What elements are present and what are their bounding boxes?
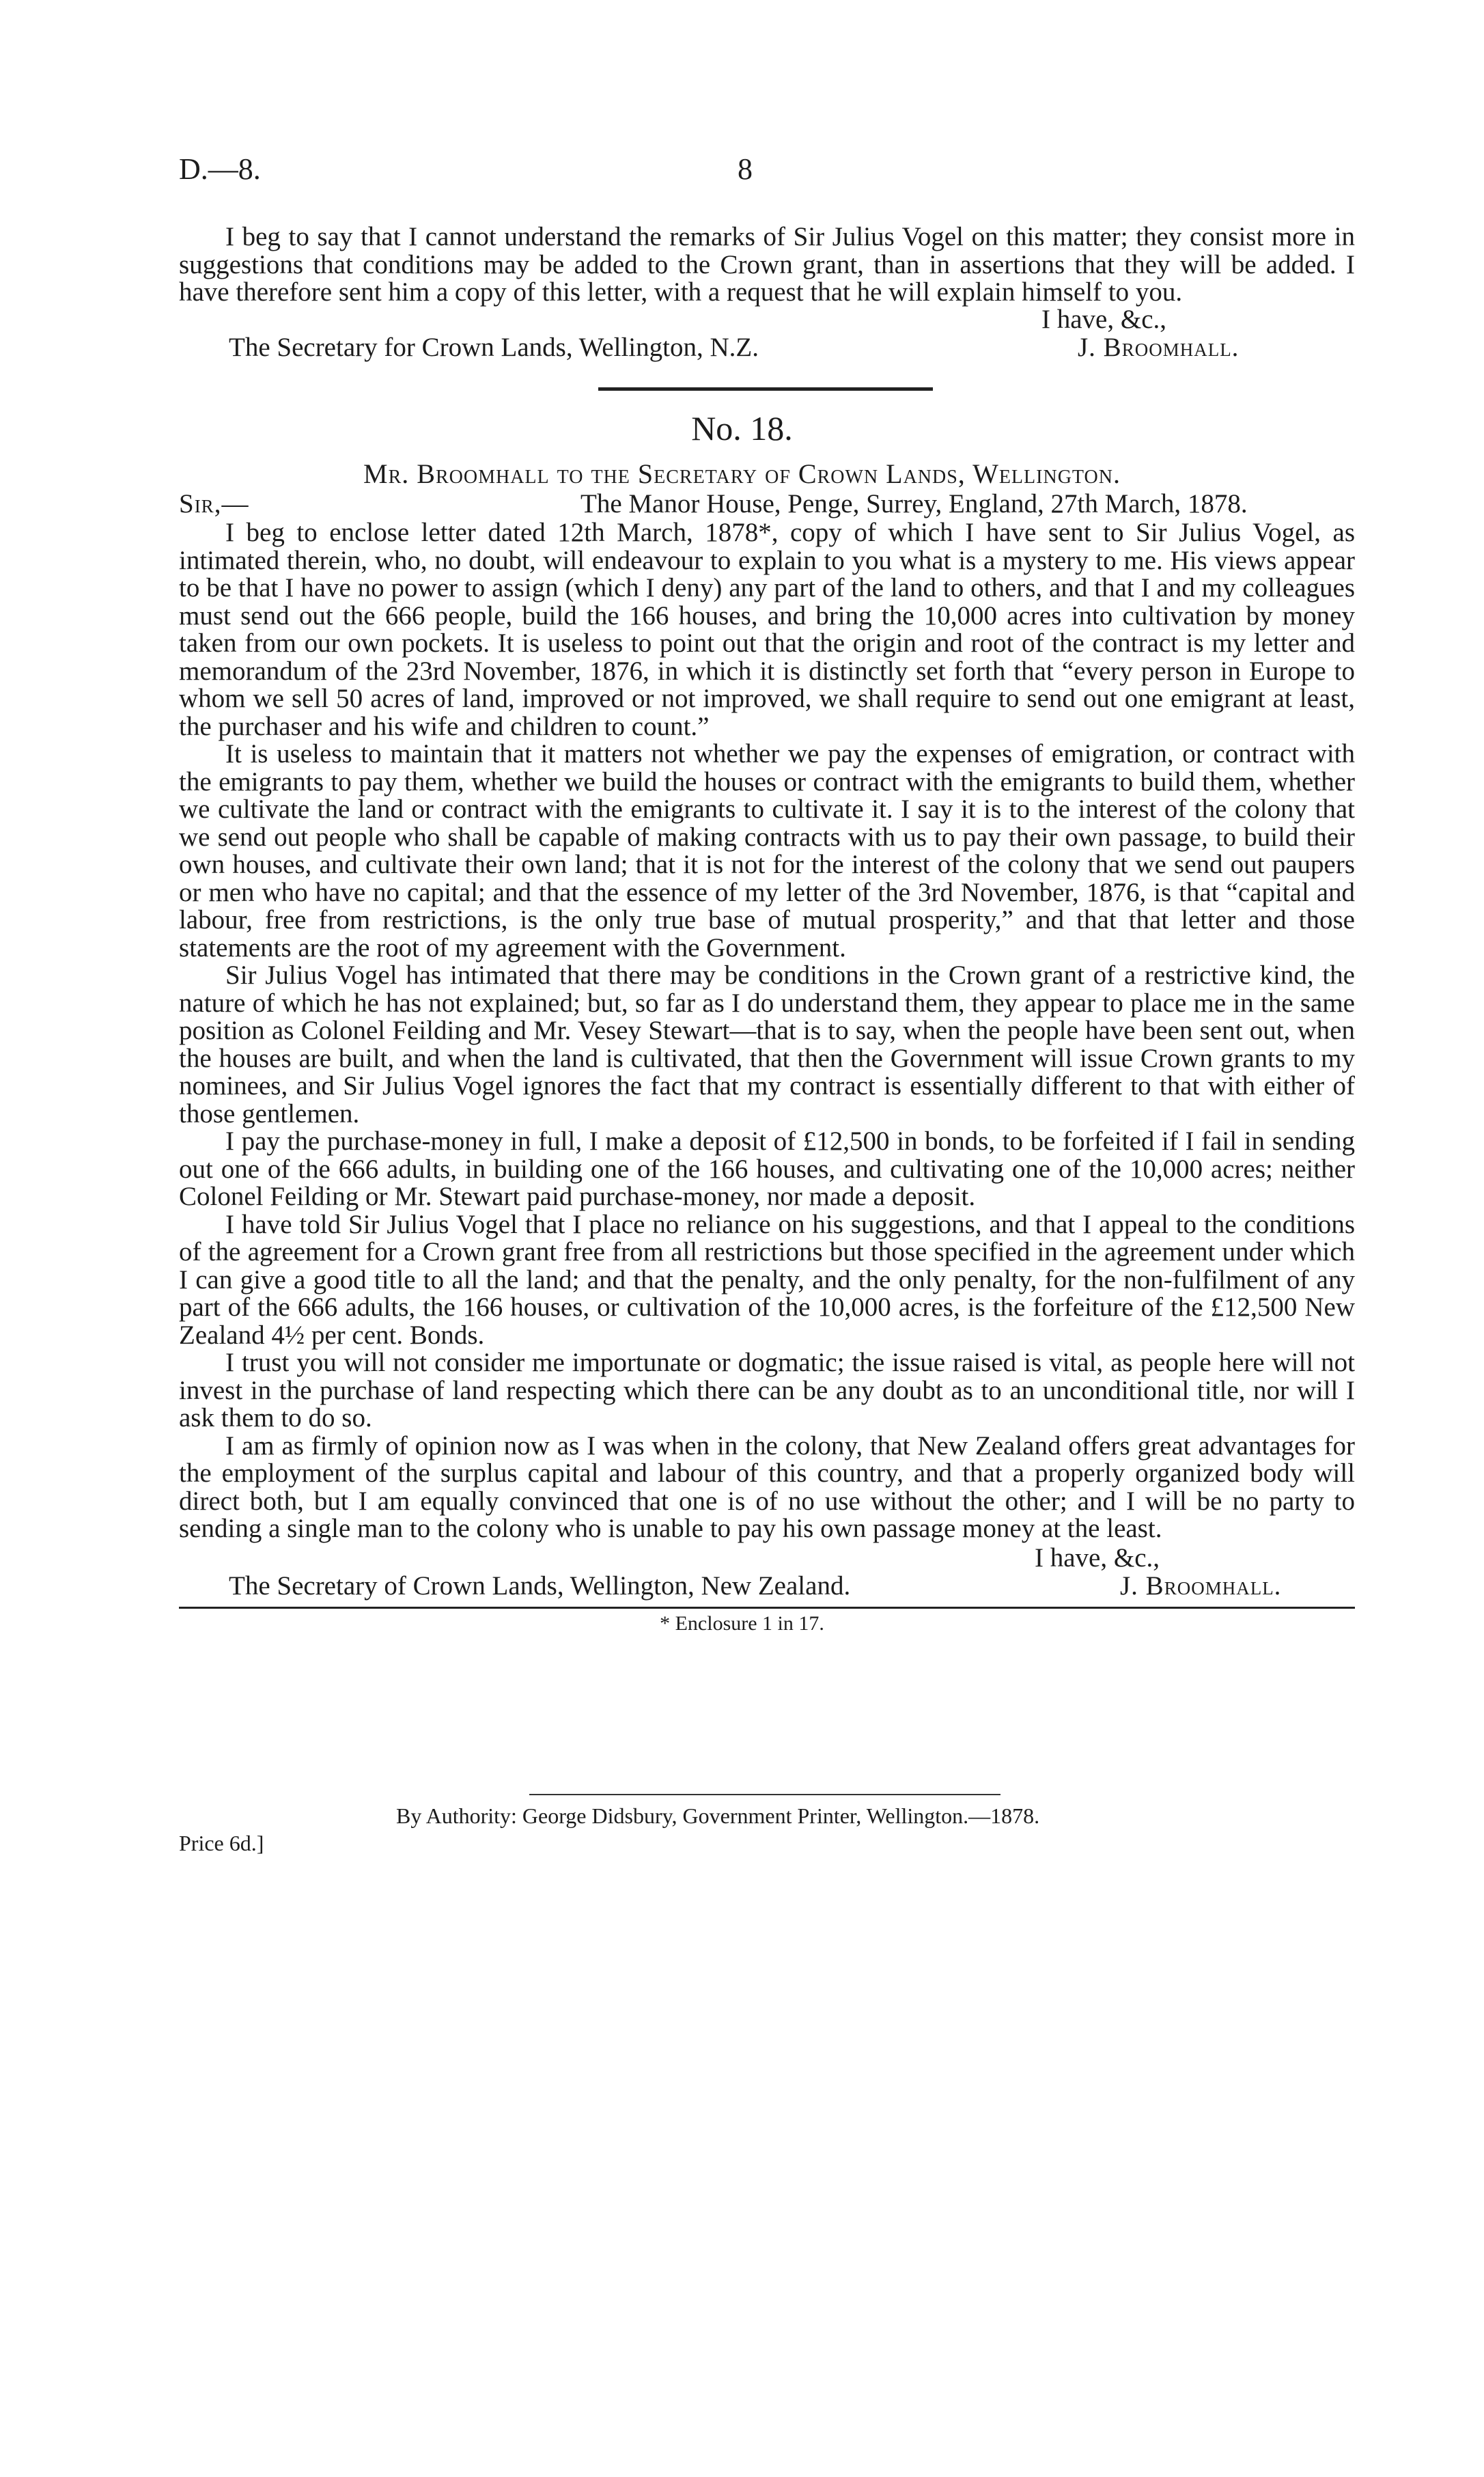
letter-addressee: The Secretary of Crown Lands, Wellington, New Zealand. [229,1571,851,1601]
letter-paragraph: I beg to enclose letter dated 12th March, 1878*, copy of which I have sent to Sir Julius Vogel, as intimated therein, who, no doubt, will endeavour to explain to you what is a mystery to me. His views appear to be that I have no power to assign (which I deny) any part of the land to others, and that I and my colleagues must send out the 666 people, build the 166 houses, and bring the 10,000 acres into cultivation by money taken from our own pockets. It is useless to point out that the origin and root of the contract is my letter and memorandum of the 23rd November, 1876, in which it is distinctly set forth that “every person in Europe to whom we sell 50 acres of land, improved or not improved, we shall require to send out one emigrant at least, the purchaser and his wife and children to count.” [179,518,1355,741]
letter-number: No. 18. [691,409,793,447]
page-number: 8 [738,152,753,186]
imprint-rule [529,1794,1000,1795]
letter-address: The Manor House, Penge, Surrey, England, 27th March, 1878. [580,489,1248,518]
previous-letter-closing: I have, &c., [1041,305,1167,334]
letter-paragraph: It is useless to maintain that it matters not whether we pay the expenses of emigration, or contract with the emigrants to pay them, whether we build the houses or contract with the emigrants to build them, whether we cultivate the land or contract with the emigrants to cultivate it. I say it is to the interest of the colony that we send out people who shall be capable of making contracts with us to pay their own passage, to build their own houses, and cultivate their own land; that it is not for the interest of the colony that we send out paupers or men who have no capital; and that the essence of my letter of the 3rd November, 1876, is that “capital and labour, free from restrictions, is the only true base of mutual prosperity,” and that that letter and those statements are the root of my agreement with the Government. [179,739,1355,963]
letter-closing: I have, &c., [1035,1543,1160,1573]
letter-body [179,519,1355,1543]
previous-letter-paragraph: I beg to say that I cannot understand the remarks of Sir Julius Vogel on this matter; they consist more in suggestions that conditions may be added to the Crown grant, than in assertions that they will be added. I have therefore sent him a copy of this letter, with a request that he will explain himself to you. [179,222,1355,307]
letter-subtitle: Mr. Broomhall to the Secretary of Crown Lands, Wellington. [363,458,1121,489]
letter-paragraph: I have told Sir Julius Vogel that I place no reliance on his suggestions, and that I appeal to the conditions of the agreement for a Crown grant free from all restrictions but those specified in the agreement under which I can give a good title to all the land; and that the penalty, and the only penalty, for the non-fulfilment of any part of the 666 adults, the 166 houses, or cultivation of the 10,000 acres, is the forfeiture of the £12,500 New Zealand 4½ per cent. Bonds. [179,1209,1355,1350]
document-code: D.—8. [179,152,261,186]
letter-paragraph: I pay the purchase-money in full, I make a deposit of £12,500 in bonds, to be forfeited if I fail in sending out one of the 666 adults, in building one of the 166 houses, and cultivating one of the 10,000 acres; neither Colonel Feilding or Mr. Stewart paid purchase-money, nor made a deposit. [179,1126,1355,1211]
section-divider [598,387,933,391]
letter-signature: J. Broomhall. [1120,1571,1282,1601]
previous-letter-addressee: The Secretary for Crown Lands, Wellington, N.Z. [229,333,759,362]
printer-imprint: By Authority: George Didsbury, Government Printer, Wellington.—1878. [396,1803,1040,1828]
letter-paragraph: Sir Julius Vogel has intimated that there may be conditions in the Crown grant of a restrictive kind, the nature of which he has not explained; but, so far as I do understand them, they appear to place me in the same position as Colonel Feilding and Mr. Vesey Stewart—that is to say, when the people have been sent out, when the houses are built, and when the land is cultivated, that then the Government will issue Crown grants to my nominees, and Sir Julius Vogel ignores the fact that my contract is essentially different to that with either of those gentlemen. [179,960,1355,1129]
footnote-rule [179,1607,1355,1609]
previous-letter-body [179,223,1355,307]
letter-paragraph: I trust you will not consider me importunate or dogmatic; the issue raised is vital, as people here will not invest in the purchase of land respecting which there can be any doubt as to an unconditional title, nor will I ask them to do so. [179,1348,1355,1433]
price-label: Price 6d.] [179,1831,264,1855]
footnote: * Enclosure 1 in 17. [660,1612,824,1635]
salutation: Sir,— [179,489,249,518]
previous-letter-signature: J. Broomhall. [1078,333,1240,362]
letter-paragraph: I am as firmly of opinion now as I was when in the colony, that New Zealand offers great advantages for the employment of the surplus capital and labour of this country, and that a properly organized body will direct both, but I am equally convinced that one is of no use without the other; and I will be no party to sending a single man to the colony who is unable to pay his own passage money at the least. [179,1430,1355,1543]
